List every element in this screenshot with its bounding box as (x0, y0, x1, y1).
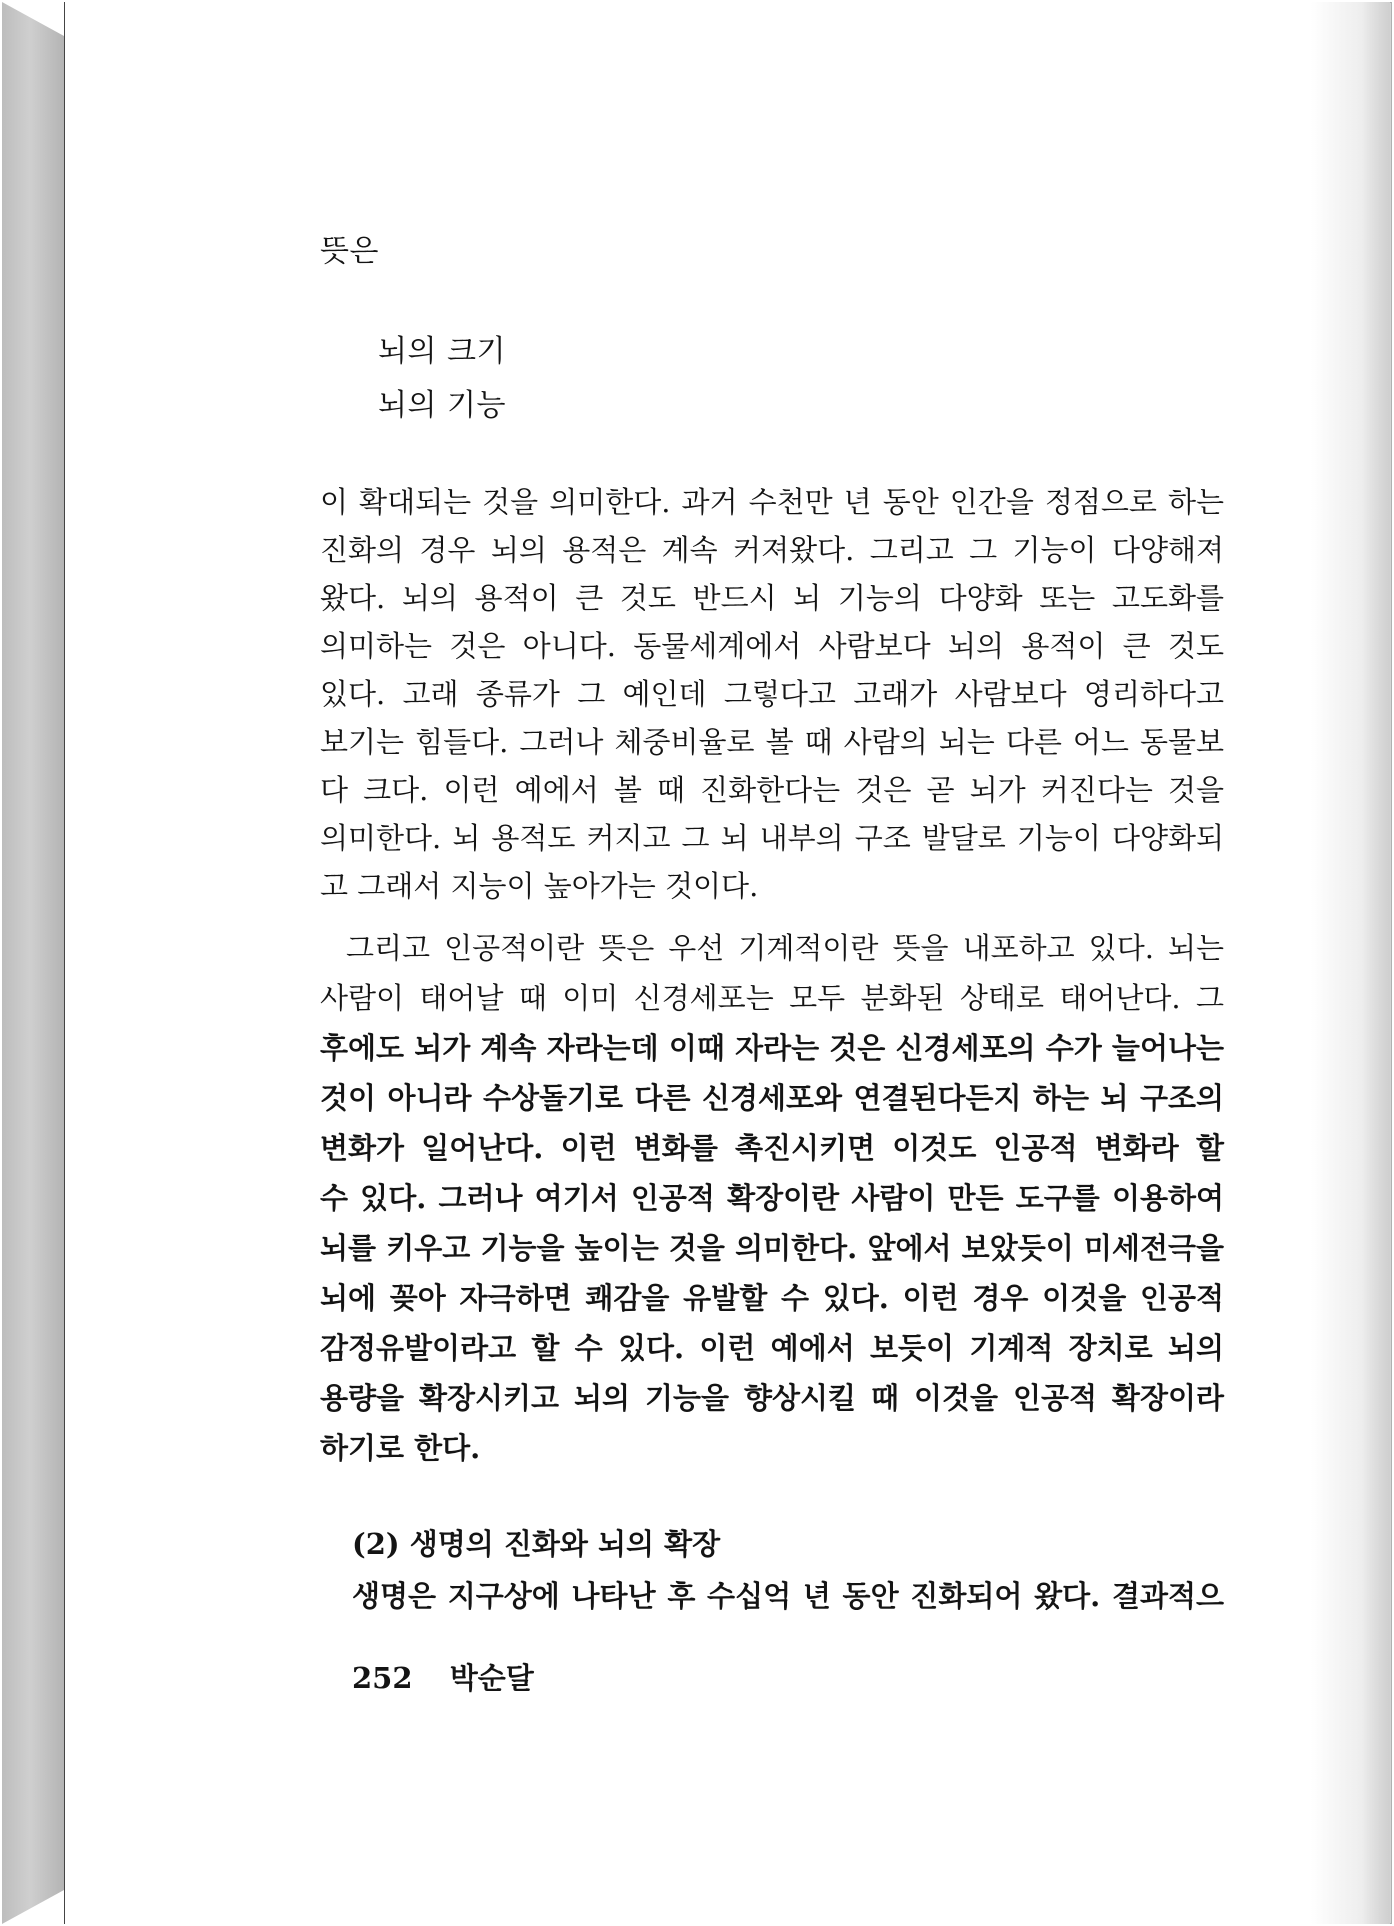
section-first-line: 생명은 지구상에 나타난 후 수십억 년 동안 진화되어 왔다. 결과적으 (352, 1579, 1224, 1613)
section-heading: (2) 생명의 진화와 뇌의 확장 (352, 1527, 721, 1561)
page-number: 252 (352, 1661, 413, 1695)
paragraph1-line-9: 고 그래서 지능이 높아가는 것이다. (320, 869, 759, 903)
paragraph2-line-5: 변화가 일어난다. 이런 변화를 촉진시키면 이것도 인공적 변화라 할 (320, 1131, 1224, 1165)
list-item-1: 뇌의 크기 (378, 334, 506, 369)
intro-word: 뜻은 (320, 234, 379, 269)
paragraph2-line-10: 용량을 확장시키고 뇌의 기능을 향상시킬 때 이것을 인공적 확장이라 (320, 1381, 1224, 1415)
paragraph1-line-5: 있다. 고래 종류가 그 예인데 그렇다고 고래가 사람보다 영리하다고 (320, 677, 1224, 711)
paragraph2-line-9: 감정유발이라고 할 수 있다. 이런 예에서 보듯이 기계적 장치로 뇌의 (320, 1331, 1224, 1365)
paragraph2-line-2: 사람이 태어날 때 이미 신경세포는 모두 분화된 상태로 태어난다. 그 (320, 981, 1224, 1015)
list-item-2: 뇌의 기능 (378, 388, 506, 423)
paragraph1-line-6: 보기는 힘들다. 그러나 체중비율로 볼 때 사람의 뇌는 다른 어느 동물보 (320, 725, 1224, 759)
paragraph1-line-2: 진화의 경우 뇌의 용적은 계속 커져왔다. 그리고 그 기능이 다양해져 (320, 533, 1224, 567)
paragraph1-line-7: 다 크다. 이런 예에서 볼 때 진화한다는 것은 곧 뇌가 커진다는 것을 (320, 773, 1224, 807)
paragraph1-line-4: 의미하는 것은 아니다. 동물세계에서 사람보다 뇌의 용적이 큰 것도 (320, 629, 1224, 663)
spine-top-edge (2, 2, 64, 36)
spine-bottom-edge (2, 1890, 64, 1924)
paragraph2-line-1: 그리고 인공적이란 뜻은 우선 기계적이란 뜻을 내포하고 있다. 뇌는 (346, 931, 1224, 965)
page-footer (352, 1656, 534, 1697)
paragraph2-line-7: 뇌를 키우고 기능을 높이는 것을 의미한다. 앞에서 보았듯이 미세전극을 (320, 1231, 1224, 1265)
paragraph2-line-6: 수 있다. 그러나 여기서 인공적 확장이란 사람이 만든 도구를 이용하여 (320, 1181, 1224, 1215)
paragraph1-line-3: 왔다. 뇌의 용적이 큰 것도 반드시 뇌 기능의 다양화 또는 고도화를 (320, 581, 1224, 615)
page-edge-shadow (1362, 2, 1392, 1924)
footer-author: 박순달 (449, 1661, 534, 1695)
paragraph1-line-8: 의미한다. 뇌 용적도 커지고 그 뇌 내부의 구조 발달로 기능이 다양화되 (320, 821, 1224, 855)
book-spine (2, 2, 65, 1924)
paragraph2-line-11: 하기로 한다. (320, 1431, 481, 1465)
paragraph2-line-8: 뇌에 꽂아 자극하면 쾌감을 유발할 수 있다. 이런 경우 이것을 인공적 (320, 1281, 1224, 1315)
paragraph2-line-4: 것이 아니라 수상돌기로 다른 신경세포와 연결된다든지 하는 뇌 구조의 (320, 1081, 1224, 1115)
paragraph2-line-3: 후에도 뇌가 계속 자라는데 이때 자라는 것은 신경세포의 수가 늘어나는 (320, 1031, 1224, 1065)
paragraph1-line-1: 이 확대되는 것을 의미한다. 과거 수천만 년 동안 인간을 정점으로 하는 (320, 485, 1224, 519)
